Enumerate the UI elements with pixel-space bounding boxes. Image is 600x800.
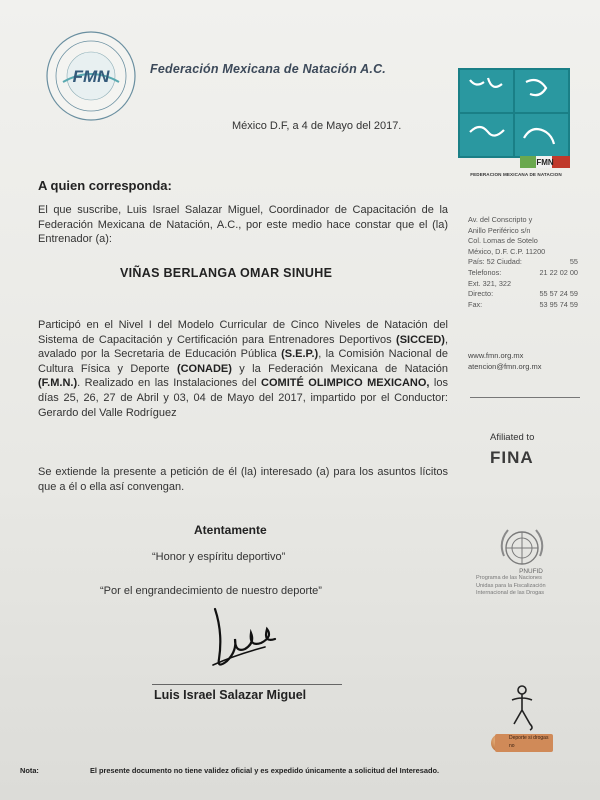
intro-paragraph: El que suscribe, Luis Israel Salazar Miguel, Coordinador de Capacitación de la Federación Mexicana de Natación, A.C., por este medio hace constar que el (la) Entrenador (a): (38, 204, 448, 246)
pnufid-line: Internacional de las Drogas (476, 590, 545, 597)
address-line: Anillo Periférico s/n (468, 225, 531, 235)
pnufid-line: Programa de las Naciones (476, 575, 542, 582)
body-paragraph: Participó en el Nivel I del Modelo Curricular de Cinco Niveles de Natación del Sistema de Capacitación y Certificación para Entrenadores Deportivos (SICCED), avalado por la Secretaria de Educación Pública (S.E.P.), la Comisión Nacional de Cultura Física y Deporte (CONADE) y la Federación Mexicana de Natación (F.M.N.). Realizado en las Instalaciones del COMITÉ OLIMPICO MEXICANO, los días 25, 26, 27 de Abril y 03, 04 de Mayo del 2017, impartido por el Conductor: Gerardo del Valle Rodríguez (38, 319, 448, 419)
motto-line-1: “Honor y espíritu deportivo” (152, 551, 286, 563)
logo-mark-text: FMN (536, 158, 554, 167)
signature-line (152, 684, 342, 685)
contact-row: Telefonos: 21 22 02 00 (468, 267, 578, 277)
un-emblem-icon (496, 522, 548, 574)
note-text: El presente documento no tiene validez oficial y es expedido únicamente a solicitud del Interesado. (90, 766, 440, 775)
fmn-sports-logo (458, 68, 570, 168)
logo-caption: FEDERACION MEXICANA DE NATACION (470, 172, 562, 177)
website-link[interactable]: www.fmn.org.mx (468, 351, 524, 360)
pnufid-block (476, 568, 586, 598)
date-line: México D.F, a 4 de Mayo del 2017. (232, 120, 402, 132)
sidebar-divider (470, 397, 580, 398)
extension-paragraph: Se extiende la presente a petición de él (la) interesado (a) para los asuntos lícitos que a él o ella así convengan. (38, 466, 448, 493)
organization-name: Federación Mexicana de Natación A.C. (150, 62, 386, 76)
contact-row: Ext. 321, 322 (468, 278, 512, 288)
address-line: México, D.F. C.P. 11200 (468, 246, 546, 256)
contact-row: País: 52 Ciudad: 55 (468, 257, 578, 267)
fmn-seal-logo (45, 30, 137, 122)
contact-row: Directo: 55 57 24 59 (468, 289, 578, 299)
note-label: Nota: (20, 766, 39, 775)
contact-block (468, 215, 578, 310)
email-link[interactable]: atencion@fmn.org.mx (468, 362, 542, 371)
seal-text: FMN (72, 67, 110, 86)
pnufid-line: Unidas para la Fiscalización (476, 582, 546, 589)
web-contact (468, 350, 541, 372)
pnufid-title: PNUFID (519, 568, 543, 575)
motto-line-2: “Por el engrandecimiento de nuestro deporte” (100, 585, 322, 597)
address-line: Col. Lomas de Sotelo (468, 236, 538, 246)
sports-stamp: Deporte si drogas no (495, 734, 553, 752)
closing-word: Atentamente (194, 523, 267, 537)
recipient-name: VIÑAS BERLANGA OMAR SINUHE (120, 266, 333, 280)
signer-name: Luis Israel Salazar Miguel (154, 688, 307, 702)
affiliated-label: Afiliated to (490, 432, 535, 443)
handwritten-signature (205, 603, 289, 673)
address-line: Av. del Conscripto y (468, 215, 533, 224)
contact-row: Fax: 53 95 74 59 (468, 299, 578, 309)
fina-logo: FINA (490, 448, 534, 467)
athlete-figure-icon (500, 684, 548, 732)
salutation: A quien corresponda: (38, 178, 172, 193)
